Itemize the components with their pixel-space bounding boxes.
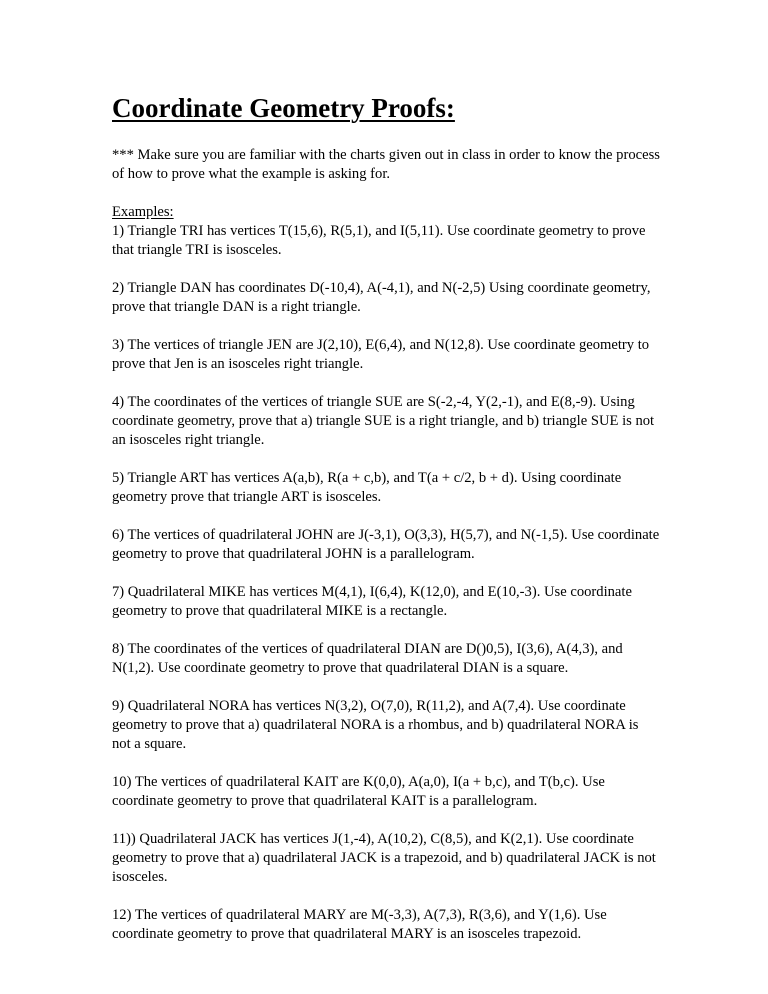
examples-heading-line (112, 203, 660, 222)
example-item-4: 4) The coordinates of the vertices of triangle SUE are S(-2,-4, Y(2,-1), and E(8,-9). Using coordinate geometry, prove that a) triangle SUE is a right triangle, and b) triangle SUE is not an isosceles right triangle. (112, 394, 655, 448)
example-item-1: 1) Triangle TRI has vertices T(15,6), R(5,1), and I(5,11). Use coordinate geometry to prove that triangle TRI is isosceles. (112, 223, 646, 258)
example-item-2: 2) Triangle DAN has coordinates D(-10,4), A(-4,1), and N(-2,5) Using coordinate geometry, prove that triangle DAN is a right triangle. (112, 280, 651, 315)
example-item-12: 12) The vertices of quadrilateral MARY are M(-3,3), A(7,3), R(3,6), and Y(1,6). Use coordinate geometry to prove that quadrilateral MARY is an isosceles trapezoid. (112, 907, 607, 942)
example-item-10: 10) The vertices of quadrilateral KAIT are K(0,0), A(a,0), I(a + b,c), and T(b,c). Use coordinate geometry to prove that quadrilateral KAIT is a parallelogram. (112, 774, 605, 809)
intro-note: *** Make sure you are familiar with the charts given out in class in order to know the process of how to prove what the example is asking for. (112, 147, 660, 182)
example-item-11: 11)) Quadrilateral JACK has vertices J(1,-4), A(10,2), C(8,5), and K(2,1). Use coordinate geometry to prove that a) quadrilateral JACK is a trapezoid, and b) quadrilateral JACK is not isosceles. (112, 831, 656, 885)
example-item-6: 6) The vertices of quadrilateral JOHN are J(-3,1), O(3,3), H(5,7), and N(-1,5). Use coordinate geometry to prove that quadrilateral JOHN is a parallelogram. (112, 527, 660, 562)
example-item-5: 5) Triangle ART has vertices A(a,b), R(a + c,b), and T(a + c/2, b + d). Using coordinate geometry prove that triangle ART is isosceles. (112, 470, 622, 505)
example-item-3: 3) The vertices of triangle JEN are J(2,10), E(6,4), and N(12,8). Use coordinate geometry to prove that Jen is an isosceles right triangle. (112, 337, 650, 372)
example-item-7: 7) Quadrilateral MIKE has vertices M(4,1), I(6,4), K(12,0), and E(10,-3). Use coordinate geometry to prove that quadrilateral MIKE is a rectangle. (112, 584, 632, 619)
page-title: Coordinate Geometry Proofs: (112, 93, 455, 123)
example-item-8: 8) The coordinates of the vertices of quadrilateral DIAN are D()0,5), I(3,6), A(4,3), and N(1,2). Use coordinate geometry to prove that quadrilateral DIAN is a square. (112, 641, 623, 676)
example-item-9: 9) Quadrilateral NORA has vertices N(3,2), O(7,0), R(11,2), and A(7,4). Use coordinate geometry to prove that a) quadrilateral NORA is a rhombus, and b) quadrilateral NORA is not a square. (112, 698, 639, 752)
document-page (112, 80, 660, 963)
examples-section (112, 203, 660, 944)
examples-heading: Examples: (112, 204, 174, 220)
